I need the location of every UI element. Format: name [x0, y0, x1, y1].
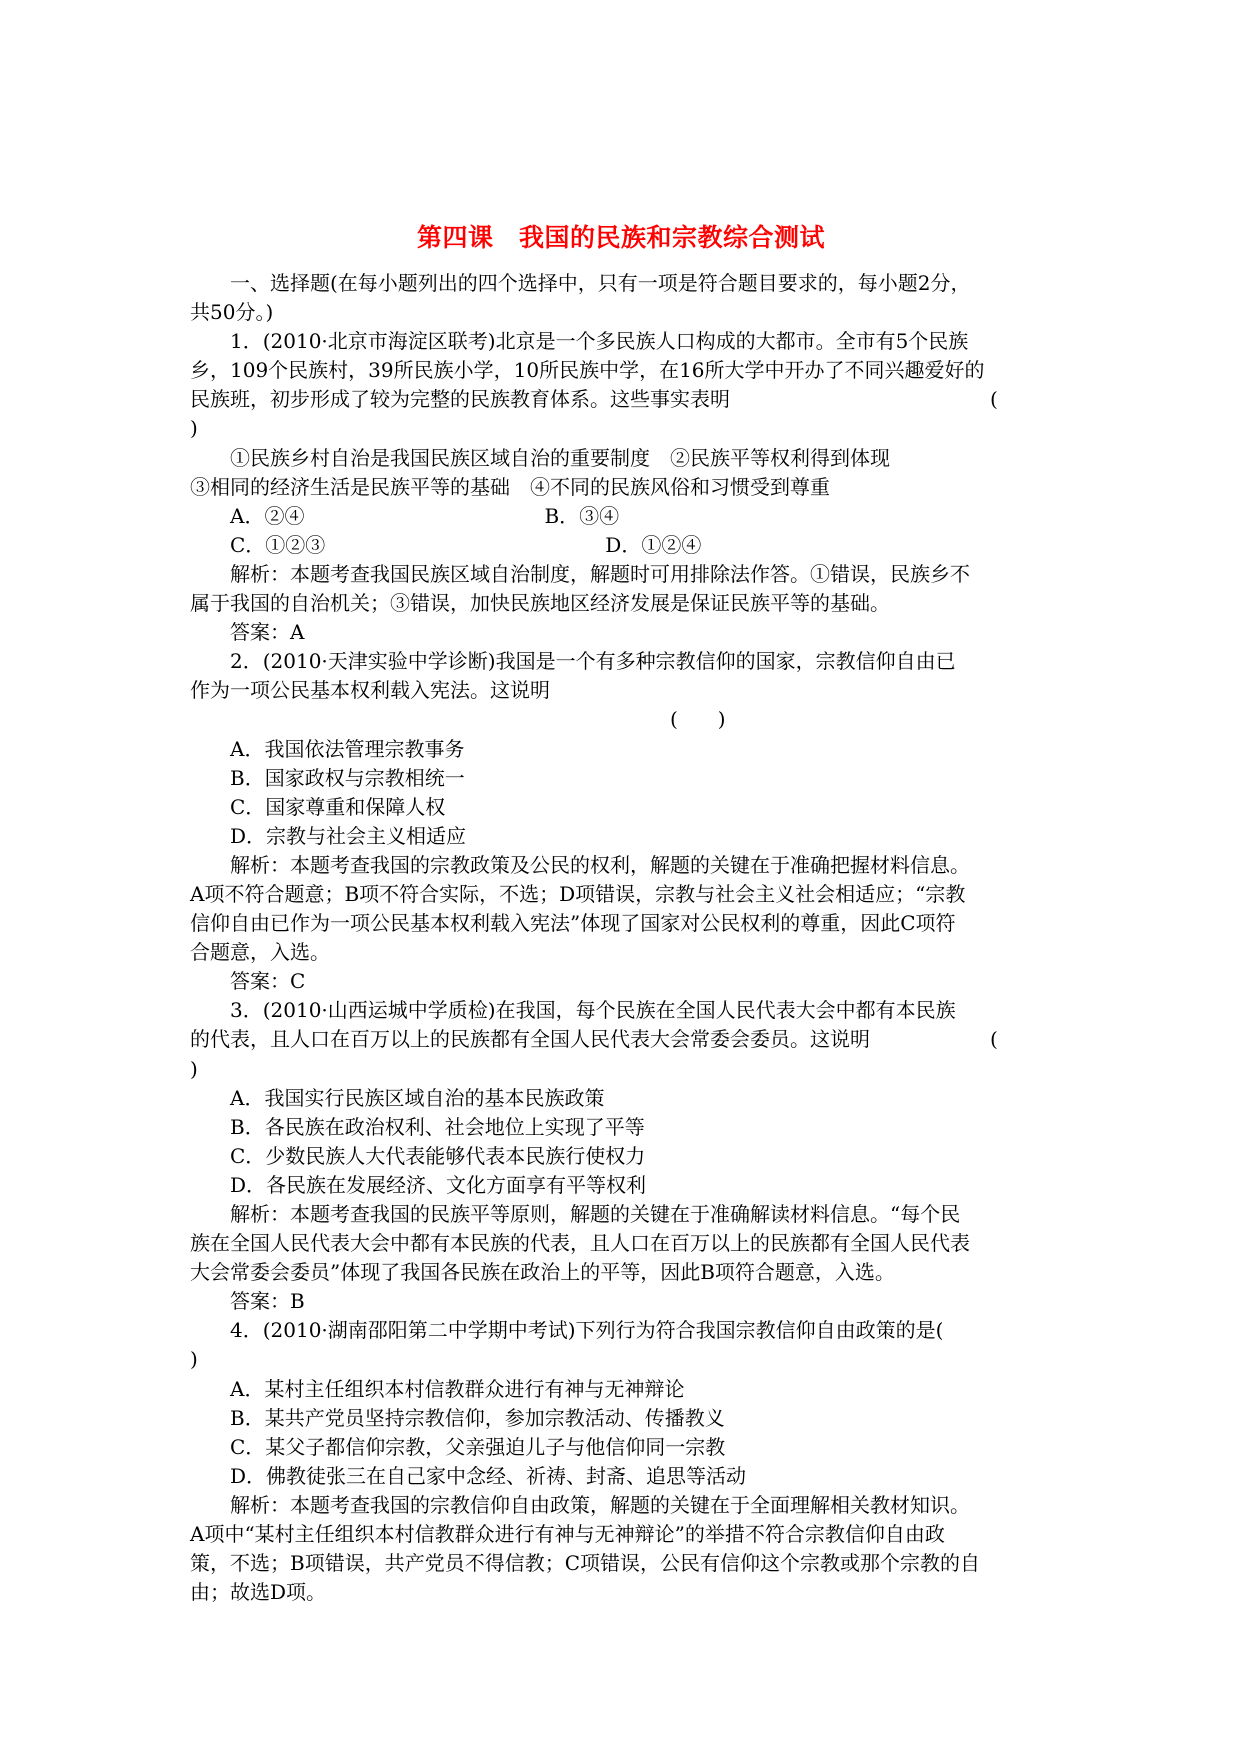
text-line: A．②④ B．③④	[230, 503, 620, 528]
text-line: C．①②③ D．①②④	[230, 532, 702, 557]
text-line: 解析：本题考查我国的民族平等原则，解题的关键在于准确解读材料信息。“每个民	[230, 1202, 961, 1226]
text-line: B．各民族在政治权利、社会地位上实现了平等	[230, 1114, 645, 1139]
document-body	[190, 269, 1052, 1607]
text-line: 民族班，初步形成了较为完整的民族教育体系。这些事实表明 (	[190, 387, 998, 412]
text-line: A项中“某村主任组织本村信教群众进行有神与无神辩论”的举措不符合宗教信仰自由政	[190, 1522, 945, 1547]
text-line: 的代表，且人口在百万以上的民族都有全国人民代表大会常委会委员。这说明 (	[190, 1027, 998, 1052]
text-line: 2．(2010·天津实验中学诊断)我国是一个有多种宗教信仰的国家，宗教信仰自由已	[230, 649, 956, 674]
text-line: 属于我国的自治机关；③错误，加快民族地区经济发展是保证民族平等的基础。	[190, 591, 890, 616]
text-line: 策，不选；B项错误，共产党员不得信教；C项错误，公民有信仰这个宗教或那个宗教的自	[190, 1551, 980, 1576]
text-line: 答案：A	[230, 620, 305, 645]
text-line: 信仰自由已作为一项公民基本权利载入宪法”体现了国家对公民权利的尊重，因此C项符	[190, 911, 956, 936]
text-line: )	[190, 1347, 198, 1372]
text-line: )	[190, 416, 198, 441]
text-line: C．国家尊重和保障人权	[230, 794, 446, 819]
text-line: )	[190, 1056, 198, 1081]
text-line: ( )	[190, 707, 726, 732]
text-line: 作为一项公民基本权利载入宪法。这说明	[190, 678, 550, 703]
text-line: A．某村主任组织本村信教群众进行有神与无神辩论	[230, 1376, 685, 1401]
text-line: B．国家政权与宗教相统一	[230, 765, 465, 790]
text-line: 解析：本题考查我国的宗教信仰自由政策，解题的关键在于全面理解相关教材知识。	[230, 1492, 970, 1517]
text-line: 由；故选D项。	[190, 1580, 327, 1605]
text-line: A．我国实行民族区域自治的基本民族政策	[230, 1085, 605, 1110]
text-line: C．少数民族人大代表能够代表本民族行使权力	[230, 1143, 646, 1168]
text-line: ③相同的经济生活是民族平等的基础 ④不同的民族风俗和习惯受到尊重	[190, 474, 830, 499]
text-line: A项不符合题意；B项不符合实际，不选；D项错误，宗教与社会主义社会相适应；“宗教	[190, 881, 966, 906]
text-line: 解析：本题考查我国民族区域自治制度，解题时可用排除法作答。①错误，民族乡不	[230, 561, 970, 586]
text-line: 解析：本题考查我国的宗教政策及公民的权利，解题的关键在于准确把握材料信息。	[230, 852, 970, 877]
text-line: A．我国依法管理宗教事务	[230, 736, 465, 761]
text-line: 4．(2010·湖南邵阳第二中学期中考试)下列行为符合我国宗教信仰自由政策的是(	[230, 1318, 944, 1343]
text-line: D．佛教徒张三在自己家中念经、祈祷、封斋、追思等活动	[230, 1463, 747, 1488]
text-line: ①民族乡村自治是我国民族区域自治的重要制度 ②民族平等权利得到体现	[230, 445, 890, 470]
text-line: 大会常委会委员”体现了我国各民族在政治上的平等，因此B项符合题意，入选。	[190, 1260, 895, 1285]
document-title: 第四课 我国的民族和宗教综合测试	[416, 223, 825, 252]
text-line: D．各民族在发展经济、文化方面享有平等权利	[230, 1172, 647, 1197]
text-line: 3．(2010·山西运城中学质检)在我国，每个民族在全国人民代表大会中都有本民族	[230, 998, 956, 1023]
text-line: 合题意，入选。	[190, 940, 330, 965]
text-line: 共50分。)	[190, 300, 274, 325]
text-line: 1．(2010·北京市海淀区联考)北京是一个多民族人口构成的大都市。全市有5个民族	[230, 329, 969, 354]
text-line: 答案：C	[230, 969, 306, 994]
text-line: 一、选择题(在每小题列出的四个选择中，只有一项是符合题目要求的，每小题2分，	[230, 271, 971, 295]
text-line: 族在全国人民代表大会中都有本民族的代表，且人口在百万以上的民族都有全国人民代表	[190, 1231, 970, 1256]
text-line: 乡，109个民族村，39所民族小学，10所民族中学，在16所大学中开办了不同兴趣爱好的	[190, 358, 985, 383]
text-line: D．宗教与社会主义相适应	[230, 823, 467, 848]
text-line: C．某父子都信仰宗教，父亲强迫儿子与他信仰同一宗教	[230, 1434, 726, 1459]
text-line: 答案：B	[230, 1289, 305, 1314]
text-line: B．某共产党员坚持宗教信仰，参加宗教活动、传播教义	[230, 1405, 725, 1430]
